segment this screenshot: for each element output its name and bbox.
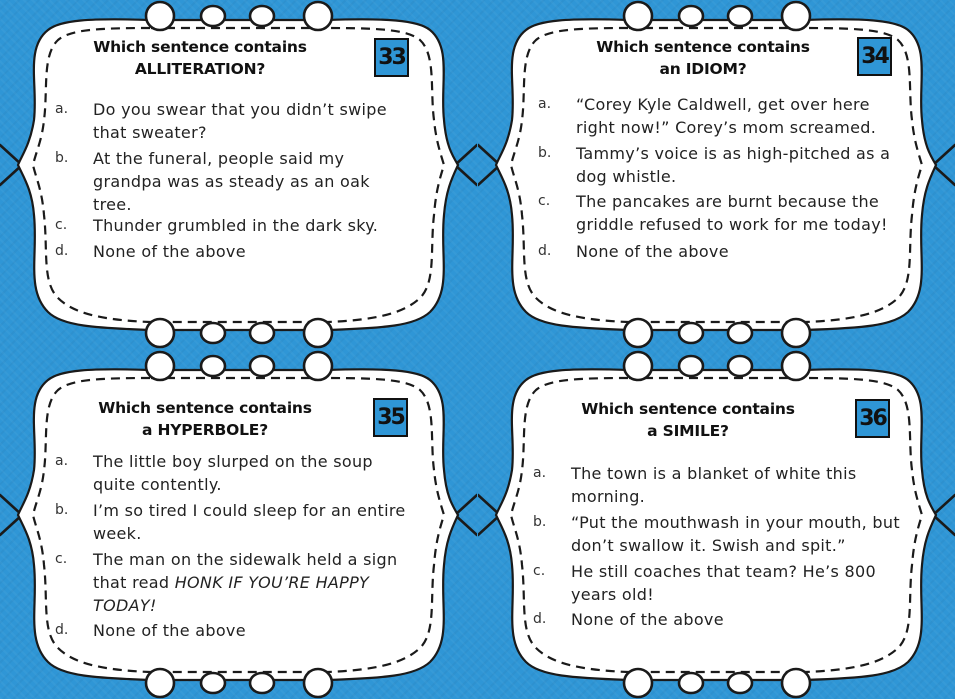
title-line-1: Which sentence contains	[596, 38, 810, 56]
option-letter: b.	[533, 514, 547, 530]
title-line-2: a HYPERBOLE?	[142, 421, 268, 439]
option-c	[55, 214, 415, 238]
option-line: tree.	[93, 195, 132, 214]
option-d	[533, 608, 913, 632]
option-letter: a.	[55, 101, 69, 117]
option-line: week.	[93, 524, 142, 543]
title-line-2: ALLITERATION?	[134, 60, 266, 78]
card-number-badge: 36	[855, 399, 890, 438]
option-text	[93, 450, 373, 496]
option-line: years old!	[571, 585, 654, 604]
option-text	[93, 214, 378, 237]
option-line: None of the above	[93, 621, 246, 640]
option-letter: c.	[55, 551, 68, 567]
task-card-34	[478, 0, 955, 349]
option-line: dog whistle.	[576, 167, 677, 186]
option-letter: d.	[533, 611, 547, 627]
option-line: The little boy slurped on the soup	[93, 452, 373, 471]
title-line-2: an IDIOM?	[659, 60, 747, 78]
card-number-badge: 34	[857, 37, 892, 76]
option-text	[576, 190, 888, 236]
card-title	[60, 36, 340, 80]
option-letter: b.	[55, 502, 69, 518]
option-c	[55, 548, 415, 618]
card-number-badge: 35	[373, 398, 408, 437]
option-line: The town is a blanket of white this	[571, 464, 857, 483]
card-title	[553, 398, 823, 442]
option-line: None of the above	[571, 610, 724, 629]
option-line: Do you swear that you didn’t swipe	[93, 100, 387, 119]
card-number-badge: 33	[374, 38, 409, 77]
option-letter: b.	[55, 150, 69, 166]
option-d	[55, 619, 415, 643]
option-d	[55, 240, 415, 264]
option-letter: c.	[538, 193, 551, 209]
sign-text: TODAY!	[93, 596, 157, 615]
option-text	[576, 142, 890, 188]
option-line: None of the above	[576, 242, 729, 261]
option-line: morning.	[571, 487, 646, 506]
option-line: The man on the sidewalk held a sign	[93, 550, 398, 569]
option-text	[576, 93, 876, 139]
option-d	[538, 240, 918, 264]
option-letter: b.	[538, 145, 552, 161]
option-line	[93, 594, 397, 617]
option-text	[93, 147, 370, 216]
option-a	[55, 98, 415, 148]
option-letter: c.	[533, 563, 546, 579]
option-text	[571, 608, 724, 631]
option-text	[93, 548, 397, 617]
option-letter: a.	[538, 96, 552, 112]
option-text	[571, 462, 857, 508]
title-line-2: a SIMILE?	[647, 422, 729, 440]
option-letter: d.	[55, 622, 69, 638]
option-b	[55, 147, 415, 217]
option-text	[93, 98, 387, 144]
title-line-1: Which sentence contains	[93, 38, 307, 56]
option-text	[571, 560, 876, 606]
option-line: He still coaches that team? He’s 800	[571, 562, 876, 581]
title-line-1: Which sentence contains	[98, 399, 312, 417]
option-a	[533, 462, 913, 512]
option-a	[55, 450, 415, 500]
option-line: Thunder grumbled in the dark sky.	[93, 216, 379, 235]
option-line: griddle refused to work for me today!	[576, 215, 888, 234]
option-text	[93, 499, 406, 545]
option-line: I’m so tired I could sleep for an entire	[93, 501, 406, 520]
option-b	[538, 142, 918, 192]
option-letter: a.	[55, 453, 69, 469]
option-text	[571, 511, 900, 557]
option-text	[93, 619, 246, 642]
option-letter: c.	[55, 217, 68, 233]
option-line: don’t swallow it. Swish and spit.”	[571, 536, 846, 555]
option-line	[93, 571, 397, 594]
option-line: that sweater?	[93, 123, 207, 142]
option-line: “Put the mouthwash in your mouth, but	[571, 513, 900, 532]
option-line: grandpa was as steady as an oak	[93, 172, 370, 191]
option-b	[55, 499, 425, 549]
option-line-plain: that read	[93, 573, 175, 592]
option-line: Tammy’s voice is as high-pitched as a	[576, 144, 891, 163]
card-title	[568, 36, 838, 80]
option-text	[576, 240, 729, 263]
option-text	[93, 240, 246, 263]
option-c	[533, 560, 913, 610]
option-c	[538, 190, 918, 240]
option-line: right now!” Corey’s mom screamed.	[576, 118, 877, 137]
option-line: The pancakes are burnt because the	[576, 192, 880, 211]
sign-text: HONK IF YOU’RE HAPPY	[174, 573, 370, 592]
option-b	[533, 511, 913, 561]
title-line-1: Which sentence contains	[581, 400, 795, 418]
task-card-33	[0, 0, 477, 349]
option-letter: d.	[55, 243, 69, 259]
task-card-36	[478, 350, 955, 699]
option-line: quite contently.	[93, 475, 222, 494]
option-line: At the funeral, people said my	[93, 149, 345, 168]
option-line: None of the above	[93, 242, 246, 261]
card-title	[70, 397, 340, 441]
option-letter: d.	[538, 243, 552, 259]
option-a	[538, 93, 918, 143]
option-line: “Corey Kyle Caldwell, get over here	[576, 95, 870, 114]
task-card-35	[0, 350, 477, 699]
option-letter: a.	[533, 465, 547, 481]
